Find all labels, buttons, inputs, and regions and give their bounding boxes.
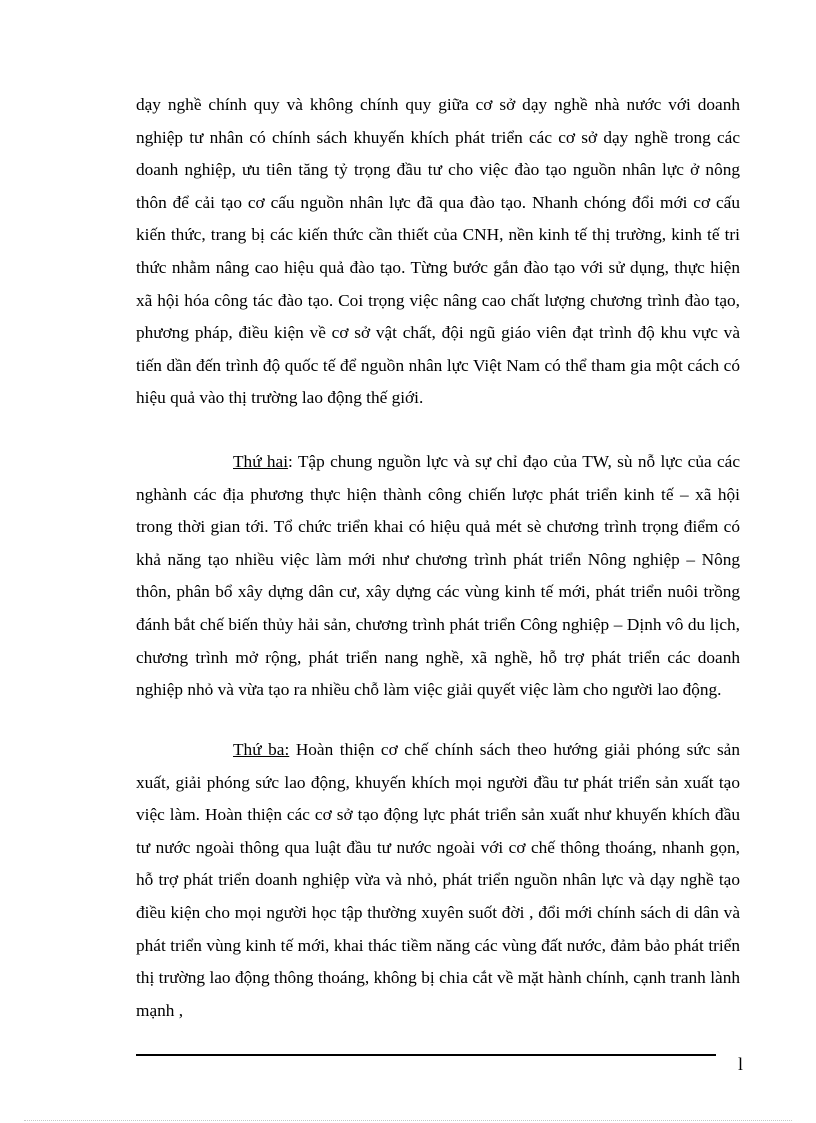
paragraph-text: : Tập chung nguồn lực và sự chỉ đạo của TW, sù nỗ lực của các nghành các địa phương thực hiện thành công chiến lược phát triển kinh tế – xã hội trong thời gian tới. Tổ chức triển khai có hiệu quả mét sè chương trình trọng điểm có khả năng tạo nhiều việc làm mới như chương trình phát triển Nông nghiệp – Nông thôn, phân bổ xây dựng dân cư, xây dựng các vùng kinh tế mới, phát triển nuôi trồng đánh bắt chế biến thủy hải sản, chương trình phát triển Công nghiệp – Dịnh vô du lịch, chương trình mở rộng, phát triển nang nghề, xã nghề, hỗ trợ phát triển các doanh nghiệp nhỏ và vừa tạo ra nhiều chỗ làm việc giải quyết việc làm cho người lao động. (136, 452, 740, 700)
page-number: l (738, 1054, 744, 1074)
paragraph-container (136, 446, 740, 707)
paragraph-text: Hoàn thiện cơ chế chính sách theo hướng giải phóng sức sản xuất, giải phóng sức lao động, khuyến khích mọi người đầu tư phát triển sản xuất tạo việc làm. Hoàn thiện các cơ sở tạo động lực phát triển sản xuất như khuyến khích đầu tư nước ngoài thông qua luật đầu tư nước ngoài với cơ chế thông thoáng, nhanh gọn, hỗ trợ phát triển doanh nghiệp vừa và nhỏ, phát triển nguồn nhân lực và dạy nghề tạo điều kiện cho mọi người học tập thường xuyên suốt đời , đổi mới chính sách di dân và phát triển vùng kinh tế mới, khai thác tiềm năng các vùng đất nước, đảm bảo phát triển thị trường lao động thông thoáng, không bị chia cắt về mặt hành chính, cạnh tranh lành mạnh , (136, 740, 740, 1020)
paragraph-container (136, 734, 740, 1027)
body-paragraph-2 (136, 446, 740, 707)
body-paragraph-1 (136, 89, 740, 415)
body-paragraph-3 (136, 734, 740, 1027)
page-bottom-edge (24, 1120, 792, 1121)
paragraph-lead-label: Thứ ba: (233, 740, 290, 759)
paragraph-lead-label: Thứ hai (233, 452, 289, 471)
footer-divider (136, 1054, 716, 1056)
paragraph-text: dạy nghề chính quy và không chính quy giữa cơ sở dạy nghề nhà nước với doanh nghiệp tư nhân có chính sách khuyến khích phát triển các cơ sở dạy nghề trong các doanh nghiệp, ưu tiên tăng tỷ trọng đầu tư cho việc đào tạo nguồn nhân lực ở nông thôn để cải tạo cơ cấu nguồn nhân lực đã qua đào tạo. Nhanh chóng đổi mới cơ cấu kiến thức, trang bị các kiến thức cần thiết của CNH, nền kinh tế thị trường, kinh tế tri thức nhằm nâng cao hiệu quả đào tạo. Từng bước gắn đào tạo với sử dụng, thực hiện xã hội hóa công tác đào tạo. Coi trọng việc nâng cao chất lượng chương trình đào tạo, phương pháp, điều kiện về cơ sở vật chất, đội ngũ giáo viên đạt trình độ khu vực và tiến dần đến trình độ quốc tế để nguồn nhân lực Việt Nam có thể tham gia một cách có hiệu quả vào thị trường lao động thế giới. (136, 95, 740, 408)
